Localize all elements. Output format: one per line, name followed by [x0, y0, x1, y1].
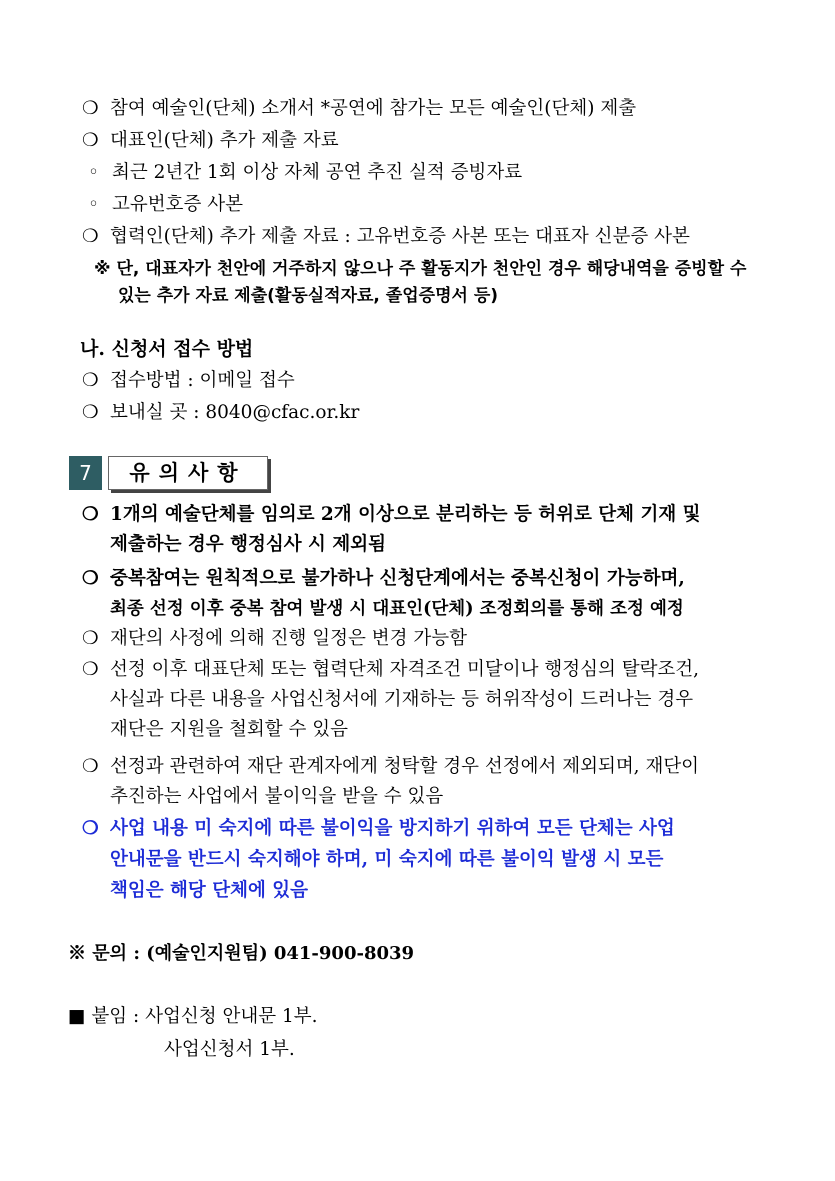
- list-item-continuation: 제출하는 경우 행정심사 시 제외됨: [110, 534, 386, 555]
- small-circle-bullet-icon: ◦: [88, 162, 99, 183]
- square-bullet-icon: ■: [68, 1006, 86, 1027]
- attachment-text-1: 붙임 : 사업신청 안내문 1부.: [91, 1006, 318, 1027]
- section-title: 유의사항: [108, 456, 268, 490]
- circle-bullet-icon: ❍: [82, 628, 99, 649]
- circle-bullet-icon: ❍: [82, 370, 99, 391]
- circle-bullet-icon: ❍: [82, 818, 99, 839]
- list-item-continuation: 책임은 해당 단체에 있음: [110, 880, 309, 901]
- item-text: 선정과 관련하여 재단 관계자에게 청탁할 경우 선정에서 제외되며, 재단이: [110, 756, 700, 777]
- list-item: [88, 161, 522, 185]
- list-item-continuation: 재단은 지원을 철회할 수 있음: [110, 719, 348, 740]
- note-line: [94, 257, 746, 281]
- list-item: [82, 755, 699, 779]
- note-text-1: 단, 대표자가 천안에 거주하지 않으나 주 활동지가 천안인 경우 해당내역을 증빙할 수: [116, 259, 747, 279]
- list-item-continuation: 최종 선정 이후 중복 참여 발생 시 대표인(단체) 조정회의를 통해 조정 예정: [110, 599, 684, 619]
- small-circle-bullet-icon: ◦: [88, 194, 99, 215]
- circle-bullet-icon: ❍: [82, 402, 99, 423]
- list-item: [82, 503, 701, 527]
- list-item: [82, 369, 295, 393]
- section-heading: 나. 신청서 접수 방법: [80, 338, 254, 360]
- section-number: 7: [69, 456, 102, 490]
- list-item: [82, 817, 675, 841]
- note-line: [118, 284, 498, 308]
- item-text: 협력인(단체) 추가 제출 자료 : 고유번호증 사본 또는 대표자 신분증 사본: [110, 226, 690, 247]
- circle-bullet-icon: ❍: [82, 504, 99, 525]
- list-item: [82, 225, 690, 249]
- item-text: 대표인(단체) 추가 제출 자료: [110, 130, 339, 151]
- contact-text: 문의 : (예술인지원팀) 041-900-8039: [92, 943, 415, 964]
- circle-bullet-icon: ❍: [82, 568, 99, 589]
- list-item-continuation: 사실과 다른 내용을 사업신청서에 기재하는 등 허위작성이 드러나는 경우: [110, 689, 694, 710]
- attachment-line: [68, 1005, 318, 1029]
- reference-mark-icon: ※: [94, 259, 111, 279]
- item-text: 고유번호증 사본: [112, 194, 243, 215]
- circle-bullet-icon: ❍: [82, 98, 99, 119]
- circle-bullet-icon: ❍: [82, 659, 99, 680]
- contact-line: [68, 942, 414, 966]
- attachment-line: 사업신청서 1부.: [164, 1039, 295, 1060]
- item-text: 접수방법 : 이메일 접수: [110, 370, 295, 391]
- note-text-2: 있는 추가 자료 제출(활동실적자료, 졸업증명서 등): [118, 286, 499, 306]
- list-item: [82, 658, 699, 682]
- item-text: 중복참여는 원칙적으로 불가하나 신청단계에서는 중복신청이 가능하며,: [110, 568, 685, 589]
- item-text: 보내실 곳 : 8040@cfac.or.kr: [110, 402, 360, 423]
- reference-mark-icon: ※: [68, 943, 86, 964]
- circle-bullet-icon: ❍: [82, 756, 99, 777]
- list-item-continuation: 추진하는 사업에서 불이익을 받을 수 있음: [110, 786, 444, 807]
- list-item: [82, 129, 339, 153]
- item-text: 사업 내용 미 숙지에 따른 불이익을 방지하기 위하여 모든 단체는 사업: [110, 818, 675, 839]
- item-text: 재단의 사정에 의해 진행 일정은 변경 가능함: [110, 628, 467, 649]
- item-text: 최근 2년간 1회 이상 자체 공연 추진 실적 증빙자료: [112, 162, 523, 183]
- item-text: 선정 이후 대표단체 또는 협력단체 자격조건 미달이나 행정심의 탈락조건,: [110, 659, 700, 680]
- item-text: 참여 예술인(단체) 소개서 *공연에 참가는 모든 예술인(단체) 제출: [110, 98, 637, 119]
- list-item: [82, 97, 636, 121]
- circle-bullet-icon: ❍: [82, 130, 99, 151]
- list-item: [82, 627, 467, 651]
- list-item: [88, 193, 243, 217]
- list-item: [82, 401, 359, 425]
- list-item: [82, 567, 685, 591]
- list-item-continuation: 안내문을 반드시 숙지해야 하며, 미 숙지에 따른 불이익 발생 시 모든: [110, 849, 664, 870]
- circle-bullet-icon: ❍: [82, 226, 99, 247]
- item-text: 1개의 예술단체를 임의로 2개 이상으로 분리하는 등 허위로 단체 기재 및: [110, 504, 701, 525]
